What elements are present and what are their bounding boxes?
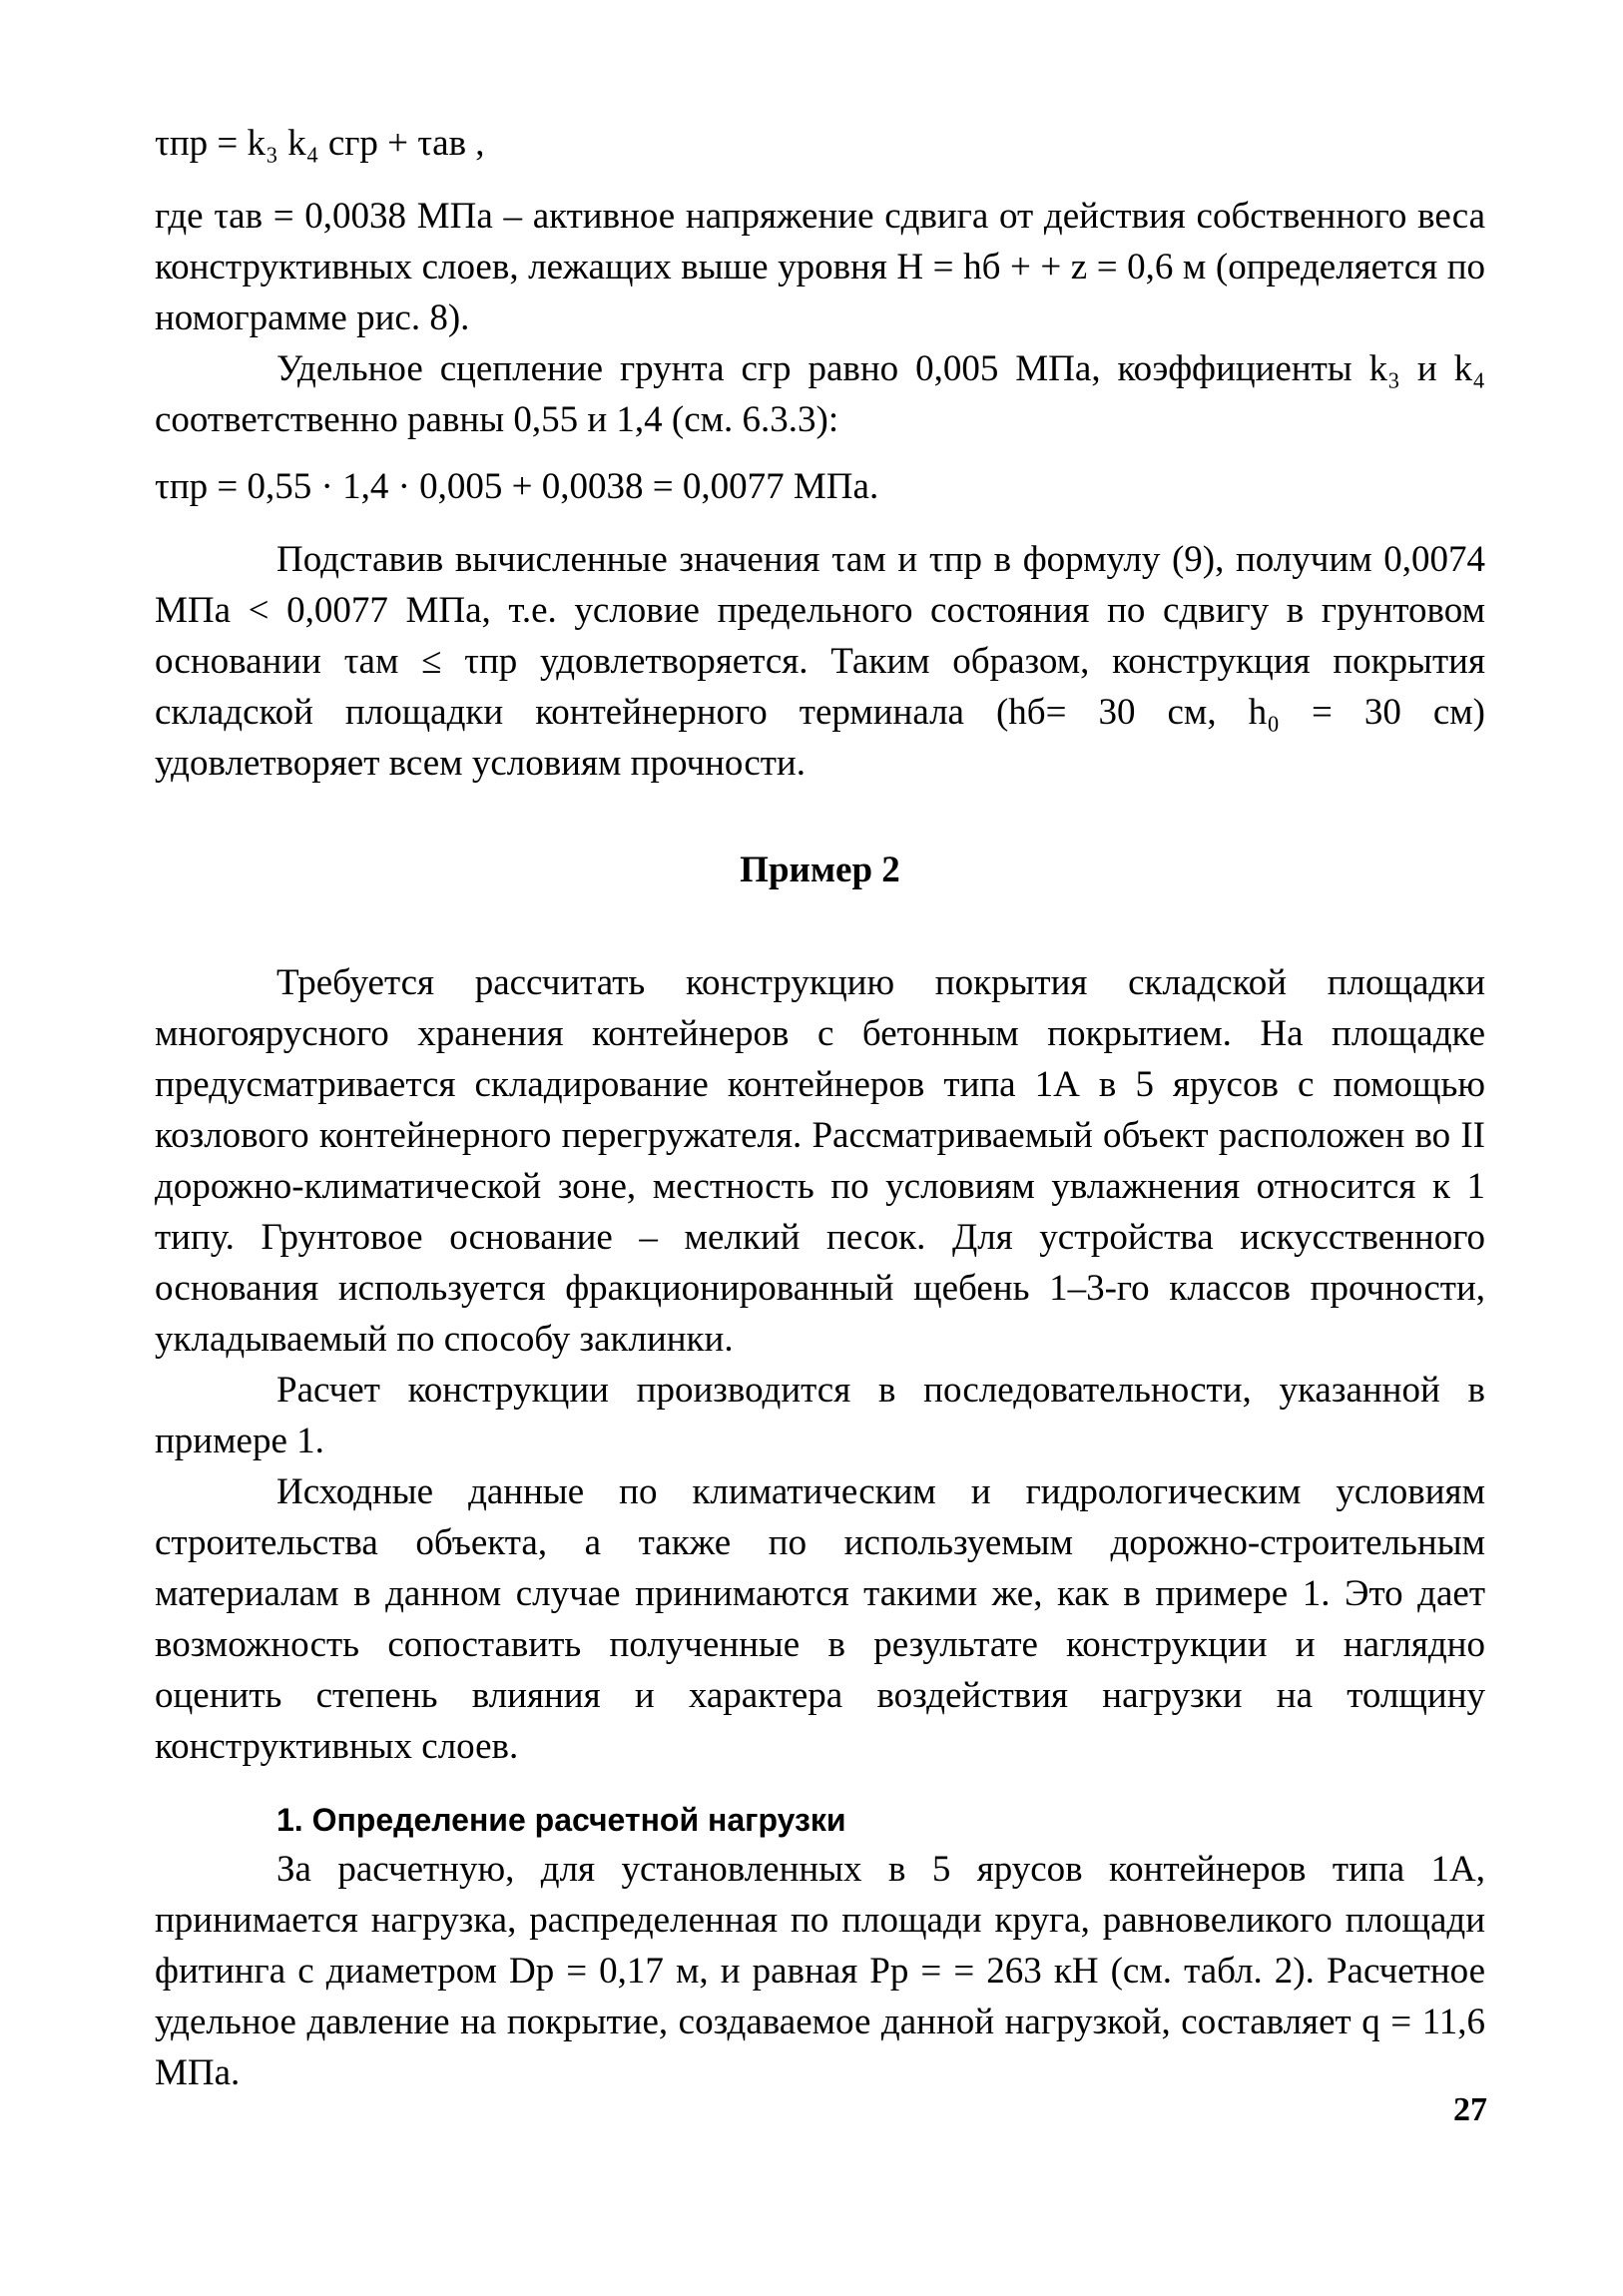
example-heading: Пример 2 (740, 850, 900, 890)
paragraph-initial-data: Исходные данные по климатическим и гидрологическим условиям строительства объекта, а также по используемым дорожно-строительным материалам в данном случае принимаются такими же, как в примере 1. Это дает возможность сопоставить полученные в результате конструкции и наглядно оценить степень влияния и характера воздействия нагрузки на толщину конструктивных слоев. (155, 1471, 1485, 1767)
page-number: 27 (1453, 2091, 1487, 2128)
paragraph-where-active-stress: где τав = 0,0038 МПа – активное напряжение сдвига от действия собственного веса конструктивных слоев, лежащих выше уровня H = hб + + z = 0,6 м (определяется по номограмме рис. 8). (155, 196, 1485, 338)
paragraph-soil-adhesion: Удельное сцепление грунта cгр равно 0,005 МПа, коэффициенты k₃ и k₄ соответственно равны 0,55 и 1,4 (см. 6.3.3): (155, 348, 1485, 440)
paragraph-task-statement: Требуется рассчитать конструкцию покрытия складской площадки многоярусного хранения контейнеров с бетонным покрытием. На площадке предусматривается складирование контейнеров типа 1А в 5 ярусов с помощью козлового контейнерного перегружателя. Рассматриваемый объект расположен во II дорожно-климатической зоне, местность по условиям увлажнения относится к 1 типу. Грунтовое основание – мелкий песок. Для устройства искусственного основания используется фракционированный щебень 1–3-го классов прочности, укладываемый по способу заклинки. (155, 962, 1485, 1360)
page-body (155, 118, 1485, 2098)
formula-shear-limit: τпр = k₃ k₄ cгр + τав , (155, 123, 485, 164)
paragraph-calculation-sequence: Расчет конструкции производится в последовательности, указанной в примере 1. (155, 1370, 1485, 1461)
formula-shear-limit-calculation: τпр = 0,55 · 1,4 · 0,005 + 0,0038 = 0,0077 МПа. (155, 466, 879, 507)
paragraph-design-load: За расчетную, для установленных в 5 ярусов контейнеров типа 1А, принимается нагрузка, распределенная по площади круга, равновеликого площади фитинга с диаметром Dр = 0,17 м, и равная Pр = = 263 кН (см. табл. 2). Расчетное удельное давление на покрытие, создаваемое данной нагрузкой, составляет q = 11,6 МПа. (155, 1849, 1485, 2093)
paragraph-substitution-result: Подставив вычисленные значения τам и τпр в формулу (9), получим 0,0074 МПа < 0,0077 МПа, т.е. условие предельного состояния по сдвигу в грунтовом основании τам ≤ τпр удовлетворяется. Таким образом, конструкция покрытия складской площадки контейнерного терминала (hб= 30 см, h₀ = 30 см) удовлетворяет всем условиям прочности. (155, 539, 1485, 784)
section-heading-design-load: 1. Определение расчетной нагрузки (276, 1802, 846, 1838)
